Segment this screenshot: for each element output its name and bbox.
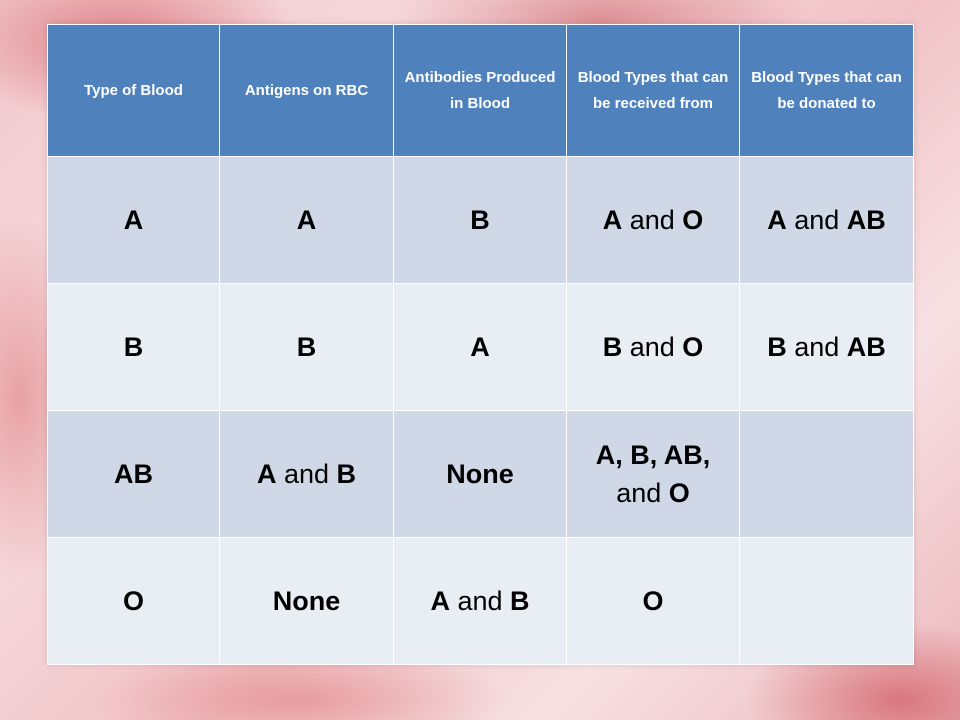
header-antibodies: Antibodies Produced in Blood [394,25,567,157]
table-row-ab [48,411,914,538]
header-received-from: Blood Types that can be received from [567,25,740,157]
cell-antigens: A and B [220,411,394,538]
cell-type: B [48,284,220,411]
table-row-o [48,538,914,665]
cell-antibodies: A [394,284,567,411]
cell-antibodies: A and B [394,538,567,665]
cell-type: AB [48,411,220,538]
header-donated-to: Blood Types that can be donated to [740,25,914,157]
cell-antibodies: B [394,157,567,284]
cell-received-from: O [567,538,740,665]
cell-type: O [48,538,220,665]
cell-donated-to: A and AB [740,157,914,284]
cell-antigens: B [220,284,394,411]
cell-antigens: None [220,538,394,665]
cell-antigens: A [220,157,394,284]
cell-donated-to: B and AB [740,284,914,411]
cell-received-from: B and O [567,284,740,411]
cell-received-from: A, B, AB, and O [567,411,740,538]
header-type-of-blood: Type of Blood [48,25,220,157]
cell-antibodies: None [394,411,567,538]
cell-type: A [48,157,220,284]
table-row-b [48,284,914,411]
cell-received-from: A and O [567,157,740,284]
table-row-a [48,157,914,284]
cell-donated-to [740,538,914,665]
header-antigens: Antigens on RBC [220,25,394,157]
cell-donated-to [740,411,914,538]
table-header-row [48,25,914,157]
blood-type-table [47,24,914,665]
